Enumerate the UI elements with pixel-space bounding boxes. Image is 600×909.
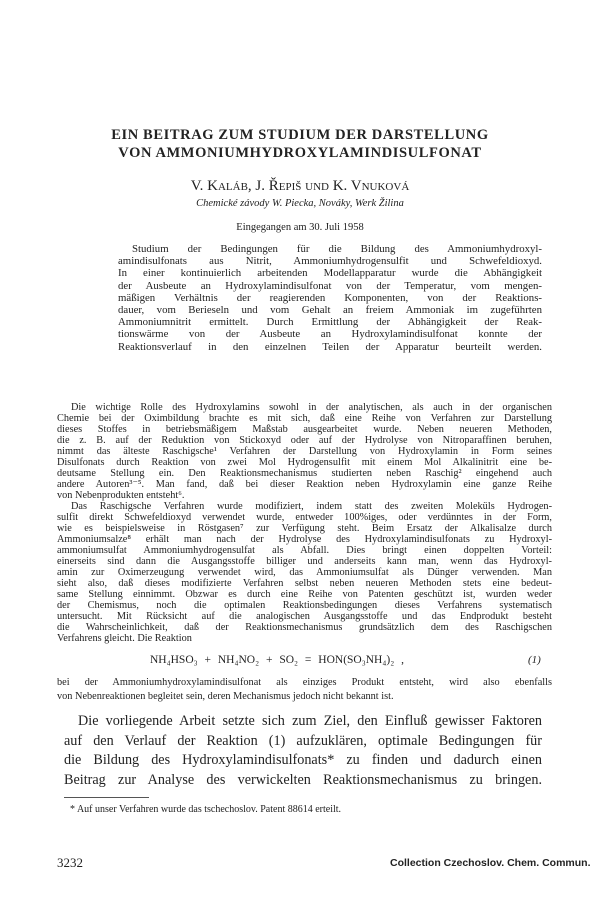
footnote: * Auf unser Verfahren wurde das tschechoslov. Patent 88614 erteilt. [70,804,342,815]
title-line: EIN BEITRAG ZUM STUDIUM DER DARSTELLUNG [111,127,489,143]
text-line: Das Raschigsche Verfahren wurde modifiziert, indem statt des zweiten Moleküls Hydrogen- [71,501,552,512]
text-line: Die vorliegende Arbeit setzte sich zum Ziel, den Einfluß gewisser Faktoren [78,713,542,729]
text-line: andere Autoren³⁻⁵. Man fand, daß bei dieser Reaktion neben Hydroxylamin eine ganze Reihe [57,479,552,490]
text-line: tionswärme von der Ausbeute an Hydroxylamindisulfonat konnte der [118,328,542,341]
text-line: bei der Ammoniumhydroxylamindisulfonat als einziges Produkt entsteht, wird also ebenfalls [57,677,552,688]
affiliation: Chemické závody W. Piecka, Nováky, Werk Žilina [196,198,404,209]
text-line: Disulfonats durch Reaktion von zwei Mol Hydrogensulfit mit einem Mol Alkalinitrit eine be- [57,457,552,468]
text-line: amindisulfonats aus Nitrit, Ammoniumhydrogensulfit und Schwefeldioxyd. [118,255,542,268]
aim-paragraph [64,712,542,790]
text-line: wie es beispielsweise in Röstgasen⁷ zur Verfügung steht. Beim Ersatz der Alkalisalze durch [57,523,552,534]
text-line: der Ausbeute an Hydroxylamindisulfonat von der Temperatur, vom mengen- [118,279,542,292]
text-line: Reaktionsverlauf in den einzelnen Teilen der Apparatur beurteilt werden. [118,340,542,353]
paper-title [0,126,600,162]
text-line: von Nebenreaktionen begleitet sein, deren Mechanismus jedoch nicht bekannt ist. [57,690,394,702]
footnote-divider [64,797,149,798]
page-number: 3232 [57,855,83,870]
journal-name: Collection Czechoslov. Chem. Commun. [390,857,591,869]
text-line: die Bildung des Hydroxylamindisulfonats* zu finden und dadurch einen [64,752,542,768]
text-line: dauer, vom Berieseln und vom Gehalt an freiem Ammoniak im zugeführten [118,303,542,316]
text-line: Ammoniumnitrit ermittelt. Durch Ermittlung der Abhängigkeit der Reak- [118,316,542,329]
text-line: deutsame Stellung ein. Den Reaktionsmechanismus studierten neben Raschig² eingehend auch [57,468,552,479]
text-line: amin zur Oximerzeugung verwendet wird, das Ammoniumsulfat als Dünger verwenden. Man [57,567,552,578]
text-line: von Nebenprodukten entsteht⁶. [57,490,185,501]
authors: V. Kaláb, J. Řepiš und K. Vnuková [190,178,410,194]
text-line: mäßigen Verhältnis der reagierenden Komponenten, von der Reaktions- [118,291,542,304]
received-date: Eingegangen am 30. Juli 1958 [236,222,364,233]
text-line: die z. B. auf der Reduktion von Stickoxyd oder auf der Hydrolyse von Nitroparaffinen beruhen, [57,435,552,446]
abstract [118,243,542,353]
text-line: Chemie bei der Oximbildung brachte es mit sich, daß eine Reihe von Verfahren zur Darstellung [57,413,552,424]
body-text [57,402,552,644]
text-line: ammoniumsulfat Ammoniumhydrogensulfat als Abfall. Dies bringt einen doppelten Vorteil: [57,545,552,556]
text-line: In einer kontinuierlich arbeitenden Modellapparatur wurde die Abhängigkeit [118,267,542,280]
text-line: auf den Verlauf der Reaktion (1) aufzuklären, optimale Bedingungen für [64,732,542,749]
text-line: Studium der Bedingungen für die Bildung des Ammoniumhydroxyl- [132,243,542,255]
text-line: untersucht. Mit Rücksicht auf die analogischen Ausgangsstoffe und das Endprodukt besteht [57,611,552,622]
text-line: die Wahrscheinlichkeit, daß der Reaktionsmechanismus grundsätzlich dem des Raschigschen [57,622,552,633]
text-line: Beitrag zur Analyse des verwickelten Reaktionsmechanismus zu bringen. [64,771,542,788]
after-equation-text [57,676,552,703]
title-line: VON AMMONIUMHYDROXYLAMINDISULFONAT [118,145,482,161]
text-line: sulfit direkt Schwefeldioxyd verwendet wurde, entweder 100%iges, oder verdünntes in der Form, [57,512,552,523]
equation: NH₄HSO₃ + NH₄NO₂ + SO₂ = HON(SO₃NH₄)₂ , [150,654,404,666]
text-line: dieses Stoffes in betriebsmäßigem Maßstab ausgearbeitet wurde. Neben neueren Methoden, [57,424,552,435]
text-line: einerseits sind dann die Ausgangsstoffe billiger und anderseits kann man, wenn das Hydroxyl- [57,556,552,567]
text-line: sieht also, daß dieses modifizierte Verfahren selbst neben neueren Methoden stets eine bedeut- [57,578,552,589]
equation-number: (1) [528,654,541,666]
text-line: Verfahrens gleicht. Die Reaktion [57,633,192,644]
text-line: Die wichtige Rolle des Hydroxylamins sowohl in der analytischen, als auch in der organischen [71,402,552,413]
text-line: same Stellung einnimmt. Obzwar es durch eine Reihe von Patenten geschützt ist, wurden weder [57,589,552,600]
text-line: nimmt das älteste Raschigsche¹ Verfahren der Darstellung von Hydroxylamin in Form seines [57,446,552,457]
text-line: der Chemismus, noch die optimalen Reaktionsbedingungen dieses Verfahrens systematisch [57,600,552,611]
text-line: Ammoniumsalze⁸ erhält man nach der Hydrolyse des Hydroxylamindisulfonats zu Hydroxyl- [57,534,552,545]
